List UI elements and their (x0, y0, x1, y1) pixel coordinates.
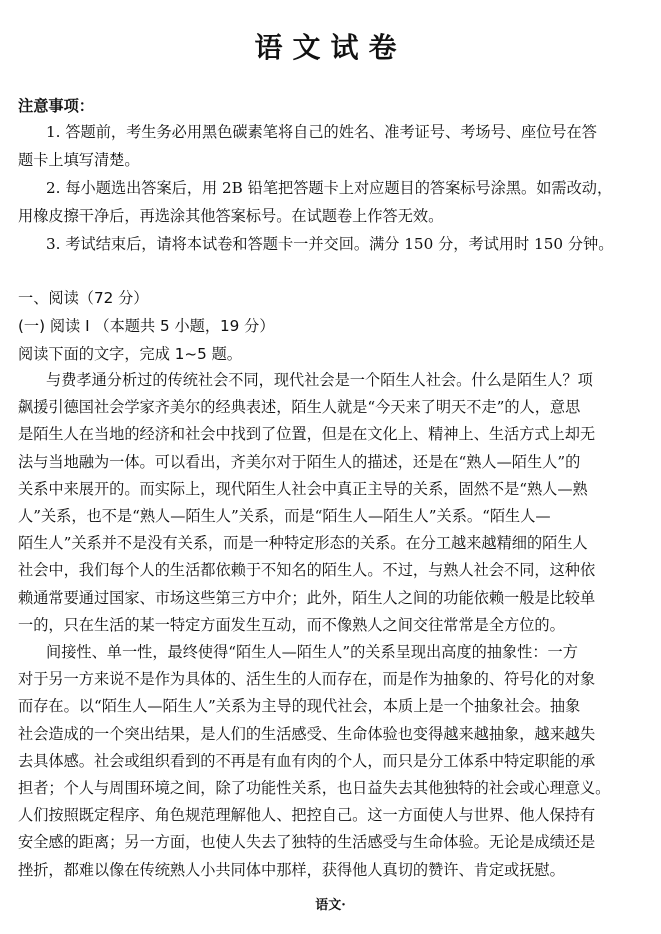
passage-line: 法与当地融为一体。可以看出，齐美尔对于陌生人的描述，还是在“熟人—陌生人”的 (18, 452, 581, 471)
page-title: 语文试卷 (254, 31, 407, 64)
passage-line: 赖通常要通过国家、市场这些第三方中介；此外，陌生人之间的功能依赖一般是比较单 (18, 588, 596, 607)
notice-line: 3. 考试结束后，请将本试卷和答题卡一并交回。满分 150 分，考试用时 150 分钟。 (46, 235, 614, 253)
passage-line: 一的，只在生活的某一特定方面发生互动，而不像熟人之间交往常常是全方位的。 (18, 615, 565, 634)
notice-heading: 注意事项： (18, 97, 94, 115)
subsection-heading: (一) 阅读 I （本题共 5 小题，19 分） (18, 317, 275, 335)
passage-line: 去具体感。社会或组织看到的不再是有血有肉的个人，而只是分工体系中特定职能的承 (18, 751, 596, 770)
passage-line: 是陌生人在当地的经济和社会中找到了位置，但是在文化上、精神上、生活方式上却无 (18, 425, 596, 444)
passage-line: 人们按照既定程序、角色规范理解他人、把控自己。这一方面使人与世界、他人保持有 (18, 806, 596, 825)
section-heading: 一、阅读（72 分） (18, 289, 149, 307)
passage-line: 飙援引德国社会学家齐美尔的经典表述，陌生人就是“今天来了明天不走”的人，意思 (18, 398, 581, 417)
reading-instruction: 阅读下面的文字，完成 1~5 题。 (18, 345, 242, 363)
passage-line: 担者；个人与周围环境之间，除了功能性关系，也日益失去其他独特的社会或心理意义。 (18, 779, 611, 797)
page-footer: 语文· (315, 898, 346, 913)
notice-line: 1. 答题前，考生务必用黑色碳素笔将自己的姓名、准考证号、考场号、座位号在答 (46, 123, 597, 141)
passage-line: 关系中来展开的。而实际上，现代陌生人社会中真正主导的关系，固然不是“熟人—熟 (18, 479, 588, 498)
notice-line: 2. 每小题选出答案后，用 2B 铅笔把答题卡上对应题目的答案标号涂黑。如需改动， (46, 179, 613, 197)
notice-line: 用橡皮擦干净后，再选涂其他答案标号。在试题卷上作答无效。 (18, 207, 444, 225)
passage-line: 对于另一方来说不是作为具体的、活生生的人而存在，而是作为抽象的、符号化的对象 (18, 670, 596, 689)
passage-line: 间接性、单一性，最终使得“陌生人—陌生人”的关系呈现出高度的抽象性：一方 (46, 643, 578, 661)
notice-line: 题卡上填写清楚。 (18, 151, 140, 169)
passage-line: 而存在。以“陌生人—陌生人”关系为主导的现代社会，本质上是一个抽象社会。抽象 (18, 697, 581, 716)
passage-line: 社会中，我们每个人的生活都依赖于不知名的陌生人。不过，与熟人社会不同，这种依 (18, 561, 596, 580)
passage-line: 与费孝通分析过的传统社会不同，现代社会是一个陌生人社会。什么是陌生人？项 (46, 371, 593, 389)
passage-line: 安全感的距离；另一方面，也使人失去了独特的生活感受与生命体验。无论是成绩还是 (18, 833, 596, 852)
passage-line: 挫折，都难以像在传统熟人小共同体中那样，获得他人真切的赞许、肯定或抚慰。 (18, 860, 565, 879)
passage-line: 陌生人”关系并不是没有关系，而是一种特定形态的关系。在分工越来越精细的陌生人 (18, 534, 588, 553)
passage-line: 社会造成的一个突出结果，是人们的生活感受、生命体验也变得越来越抽象，越来越失 (18, 724, 596, 743)
passage-line: 人”关系，也不是“熟人—陌生人”关系，而是“陌生人—陌生人”关系。“陌生人— (18, 507, 551, 525)
